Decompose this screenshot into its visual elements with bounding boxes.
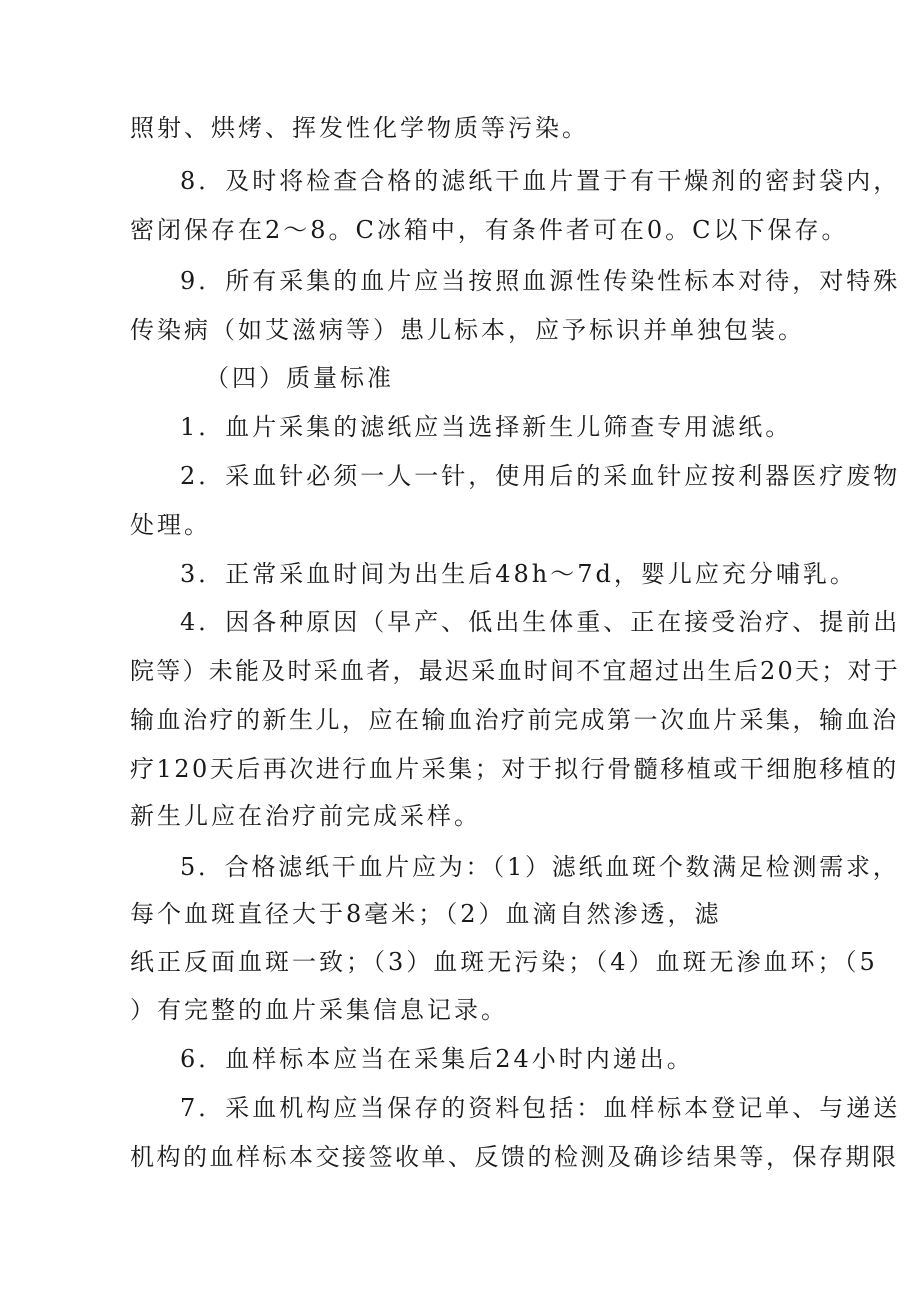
- text-line: 传染病（如艾滋病等）患儿标本，应予标识并单独包装。: [130, 316, 805, 344]
- section-heading: （四）质量标准: [205, 364, 394, 392]
- text-line: 新生儿应在治疗前完成采样。: [130, 802, 481, 830]
- text-line: 6．血样标本应当在采集后24小时内递出。: [180, 1045, 694, 1073]
- text-line: 纸正反面血斑一致；（3）血斑无污染；（4）血斑无渗血环；（5: [130, 948, 878, 976]
- text-line: 2．采血针必须一人一针，使用后的采血针应按利器医疗废物: [180, 462, 901, 490]
- text-line: 每个血斑直径大于8毫米；（2）血滴自然渗透，滤: [130, 900, 722, 928]
- text-line: 8．及时将检查合格的滤纸干血片置于有干燥剂的密封袋内，: [180, 167, 901, 195]
- text-line: 7．采血机构应当保存的资料包括：血样标本登记单、与递送: [180, 1094, 901, 1122]
- text-line: 机构的血样标本交接签收单、反馈的检测及确诊结果等，保存期限: [130, 1143, 899, 1171]
- text-line: ）有完整的血片采集信息记录。: [130, 996, 508, 1024]
- text-line: 9．所有采集的血片应当按照血源性传染性标本对待，对特殊: [180, 267, 901, 295]
- text-line: 5．合格滤纸干血片应为：（1）滤纸血斑个数满足检测需求，: [180, 853, 900, 881]
- text-line: 3．正常采血时间为出生后48h～7d，婴儿应充分哺乳。: [180, 560, 857, 588]
- text-line: 密闭保存在2～8。C冰箱中，有条件者可在0。C以下保存。: [130, 216, 849, 244]
- text-line: 疗120天后再次进行血片采集；对于拟行骨髓移植或干细胞移植的: [130, 755, 899, 783]
- text-line: 4．因各种原因（早产、低出生体重、正在接受治疗、提前出: [180, 608, 901, 636]
- text-line: 照射、烘烤、挥发性化学物质等污染。: [130, 114, 589, 142]
- text-line: 院等）未能及时采血者，最迟采血时间不宜超过出生后20天；对于: [130, 657, 901, 685]
- text-line: 处理。: [130, 511, 211, 539]
- text-line: 1．血片采集的滤纸应当选择新生儿筛查专用滤纸。: [180, 413, 793, 441]
- text-line: 输血治疗的新生儿，应在输血治疗前完成第一次血片采集，输血治: [130, 706, 899, 734]
